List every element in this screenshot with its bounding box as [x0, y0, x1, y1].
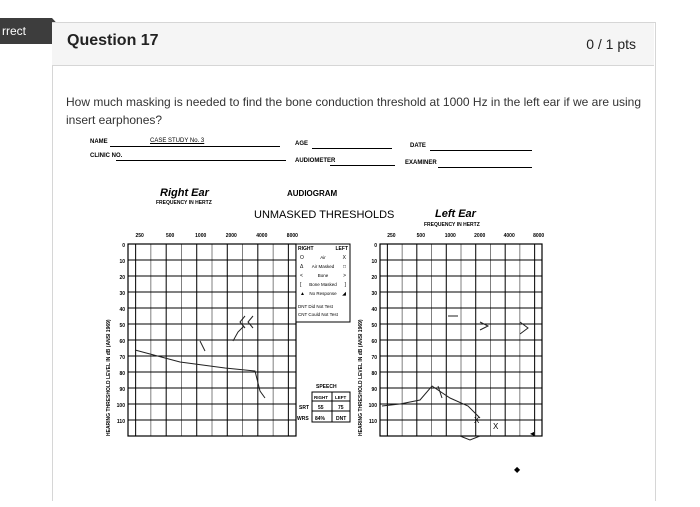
unmasked-title: UNMASKED THRESHOLDS	[254, 209, 395, 221]
left-freq-label: 1000	[444, 233, 456, 239]
right-axis-label: HEARING THRESHOLD LEVEL IN dB (ANSI 1969)	[106, 319, 112, 436]
left-db-label: 10	[371, 259, 377, 265]
right-db-label: 50	[119, 323, 125, 329]
right-db-label: 30	[119, 291, 125, 297]
right-db-label: 90	[119, 387, 125, 393]
right-db-label: 10	[119, 259, 125, 265]
left-db-label: 90	[371, 387, 377, 393]
right-db-label: 110	[116, 419, 125, 425]
left-db-label: 50	[371, 323, 377, 329]
right-freq-label: 250	[135, 233, 144, 239]
legend-left-symbol: >	[343, 273, 346, 279]
question-title: Question 17	[67, 32, 159, 49]
legend-right-symbol: [	[300, 282, 302, 288]
legend-left-symbol: ]	[344, 282, 346, 288]
srt-left: 75	[338, 405, 344, 411]
left-axis-label: HEARING THRESHOLD LEVEL IN dB (ANSI 1969)	[358, 319, 364, 436]
question-points: 0 / 1 pts	[586, 36, 636, 52]
left-ear-x-symbol: X	[493, 422, 499, 431]
left-frequency-label: FREQUENCY IN HERTZ	[424, 222, 480, 228]
legend-left-symbol: ◢	[342, 291, 346, 297]
legend-row-label: Bone	[317, 273, 329, 278]
legend-right-symbol: O	[300, 255, 304, 261]
left-db-label: 30	[371, 291, 377, 297]
right-freq-label: 4000	[256, 233, 268, 239]
left-ear-air-line	[382, 386, 480, 418]
right-db-label: 70	[119, 355, 125, 361]
legend-left-symbol: X	[342, 255, 346, 261]
right-db-label: 80	[119, 371, 125, 377]
right-db-label: 0	[122, 243, 125, 249]
wrs-right: 84%	[315, 416, 326, 422]
left-freq-label: 4000	[503, 233, 515, 239]
speech-left-header: LEFT	[335, 395, 347, 400]
srt-label: SRT	[299, 405, 309, 411]
right-db-label: 100	[116, 403, 125, 409]
right-db-label: 60	[119, 339, 125, 345]
left-ear-mark	[460, 436, 480, 440]
name-label: NAME	[90, 139, 108, 145]
audiometer-label: AUDIOMETER	[295, 158, 336, 164]
right-ear-air-line	[135, 350, 265, 398]
legend-row-label: Bone Masked	[309, 282, 337, 287]
left-freq-label: 250	[387, 233, 396, 239]
left-db-label: 70	[371, 355, 377, 361]
legend-right-symbol: <	[300, 273, 303, 279]
left-freq-label: 500	[416, 233, 425, 239]
right-db-label: 20	[119, 275, 125, 281]
right-ear-bone-symbol	[248, 316, 253, 328]
right-freq-label: 2000	[225, 233, 237, 239]
audiogram-title: AUDIOGRAM	[287, 189, 338, 198]
audiogram-form	[90, 136, 550, 506]
audiogram-graphics	[90, 136, 550, 506]
legend-cnt: CNT Could Not Test	[298, 312, 338, 317]
left-db-label: 60	[371, 339, 377, 345]
right-db-label: 40	[119, 307, 125, 313]
speech-right-header: RIGHT	[314, 395, 328, 400]
left-ear-symbol: ◂	[530, 429, 535, 438]
wrs-label: WRS	[297, 416, 309, 422]
right-ear-mark	[200, 341, 205, 351]
left-freq-label: 2000	[474, 233, 486, 239]
wrs-left: DNT	[336, 416, 347, 422]
right-freq-label: 500	[166, 233, 175, 239]
legend-left-symbol: □	[342, 264, 346, 270]
left-db-label: 110	[368, 419, 377, 425]
age-label: AGE	[295, 141, 309, 147]
examiner-label: EXAMINER	[405, 160, 437, 166]
question-header	[52, 23, 654, 66]
incorrect-tag	[0, 18, 52, 44]
legend-dnt: DNT Did Not Test	[298, 304, 333, 309]
right-ear-title: Right Ear	[160, 187, 209, 199]
left-db-label: 40	[371, 307, 377, 313]
left-ear-no-response-symbol: ◆	[514, 465, 521, 474]
left-ear-title: Left Ear	[435, 208, 476, 220]
left-db-label: 100	[368, 403, 377, 409]
legend-row-label: No Response	[309, 291, 337, 296]
question-text: How much masking is needed to find the bone conduction threshold at 1000 Hz in the left ear if we are using insert earphones?	[66, 95, 642, 127]
left-ear-x-symbol: X	[474, 416, 480, 425]
legend-row-label: Air	[320, 255, 326, 260]
right-freq-label: 1000	[195, 233, 207, 239]
legend-left-header: LEFT	[335, 246, 348, 252]
right-frequency-label: FREQUENCY IN HERTZ	[156, 200, 212, 206]
legend-right-symbol: Δ	[300, 264, 304, 270]
incorrect-tag-label: rrect	[2, 24, 26, 38]
left-ear-bone-symbol	[480, 322, 488, 330]
right-freq-label: 8000	[286, 233, 298, 239]
speech-title: SPEECH	[316, 384, 337, 390]
left-db-label: 20	[371, 275, 377, 281]
legend-right-symbol: ▲	[300, 291, 305, 297]
legend-right-header: RIGHT	[298, 246, 314, 252]
left-freq-label: 8000	[533, 233, 545, 239]
left-db-label: 80	[371, 371, 377, 377]
clinic-label: CLINIC NO.	[90, 153, 123, 159]
srt-right: 55	[318, 405, 324, 411]
name-value: CASE STUDY No. 3	[150, 138, 205, 144]
left-db-label: 0	[374, 243, 377, 249]
legend-row-label: Air Masked	[311, 264, 335, 269]
date-label: DATE	[410, 143, 426, 149]
